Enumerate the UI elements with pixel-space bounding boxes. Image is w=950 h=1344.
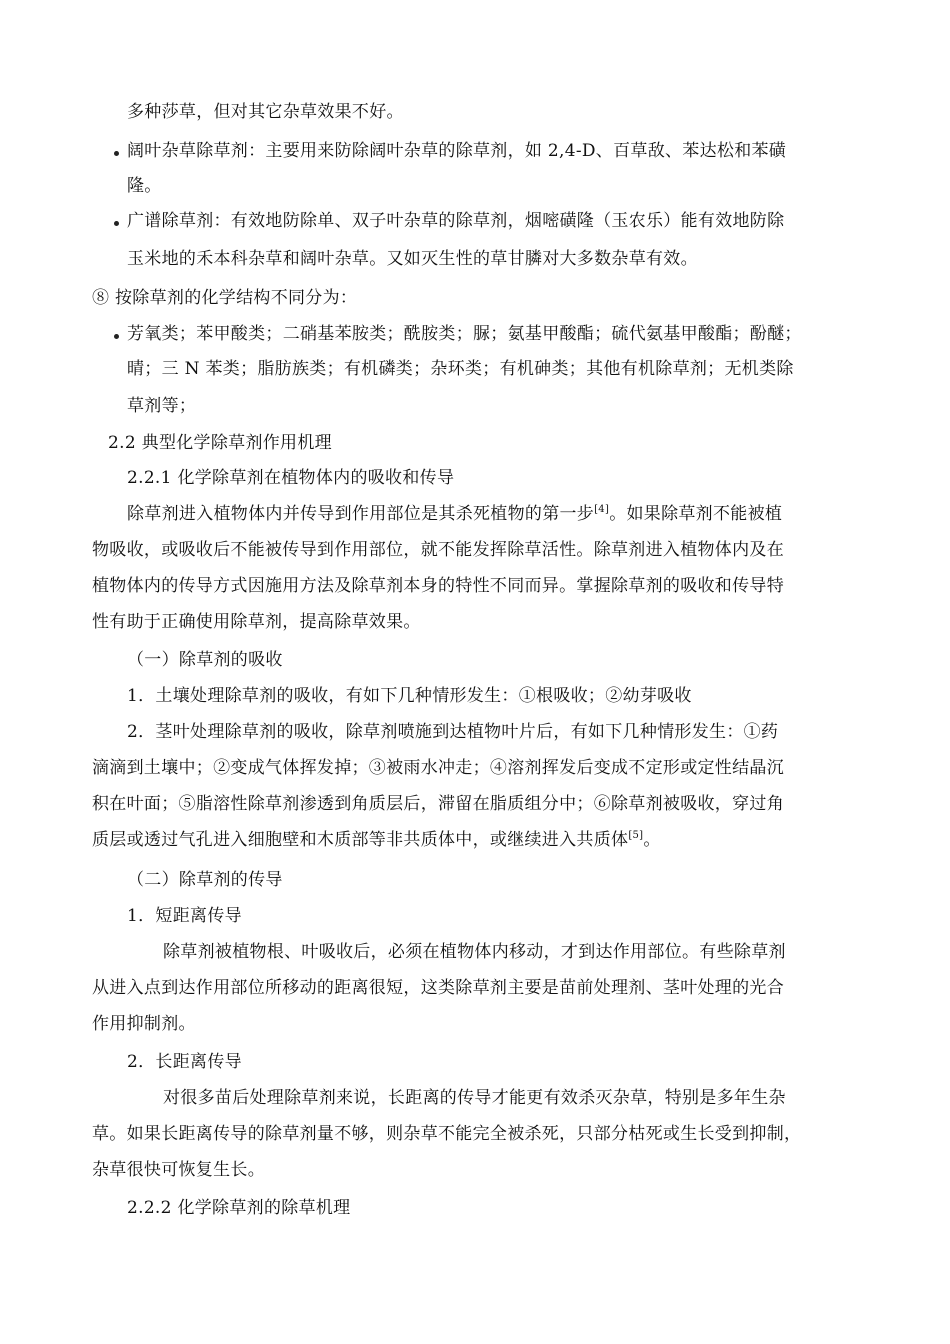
text-line: 作用抑制剂。 [92,1014,196,1034]
text-line: 物吸收，或吸收后不能被传导到作用部位，就不能发挥除草活性。除草剂进入植物体内及在 [92,540,784,560]
text-line: 1．短距离传导 [127,906,242,926]
text-line [127,503,782,525]
text-line: 从进入点到达作用部位所移动的距离很短，这类除草剂主要是苗前处理剂、茎叶处理的光合 [92,978,784,998]
bullet-icon [114,151,119,156]
text-line: 广谱除草剂：有效地防除单、双子叶杂草的除草剂，烟嘧磺隆（玉农乐）能有效地防除 [127,211,785,231]
text-line: 除草剂被植物根、叶吸收后，必须在植物体内移动，才到达作用部位。有些除草剂 [163,942,786,962]
text-fragment: 。 [643,830,661,850]
subsection-heading: 2.2.1 化学除草剂在植物体内的吸收和传导 [127,468,455,488]
text-line: 2．茎叶处理除草剂的吸收，除草剂喷施到达植物叶片后，有如下几种情形发生：①药 [127,722,779,742]
bullet-icon [114,334,119,339]
citation-ref: [4] [594,504,610,515]
text-line: 杂草很快可恢复生长。 [92,1160,265,1180]
subheading: （二）除草剂的传导 [127,870,283,890]
text-fragment: 除草剂进入植物体内并传导到作用部位是其杀死植物的第一步 [127,504,595,524]
text-line: 积在叶面；⑤脂溶性除草剂渗透到角质层后，滞留在脂质组分中；⑥除草剂被吸收，穿过角 [92,794,784,814]
text-line: 草。如果长距离传导的除草剂量不够，则杂草不能完全被杀死，只部分枯死或生长受到抑制， [92,1124,802,1144]
bullet-icon [114,221,119,226]
section-heading: 2.2 典型化学除草剂作用机理 [108,433,332,453]
text-line: 玉米地的禾本科杂草和阔叶杂草。又如灭生性的草甘膦对大多数杂草有效。 [127,249,698,269]
text-line: 滴滴到土壤中；②变成气体挥发掉；③被雨水冲走；④溶剂挥发后变成不定形或定性结晶沉 [92,758,784,778]
text-line: 隆。 [127,176,162,196]
text-line [92,829,661,851]
text-line: 植物体内的传导方式因施用方法及除草剂本身的特性不同而异。掌握除草剂的吸收和传导特 [92,576,784,596]
text-line: 阔叶杂草除草剂：主要用来防除阔叶杂草的除草剂，如 2,4-D、百草敌、苯达松和苯磺 [127,141,787,161]
text-line: 多种莎草，但对其它杂草效果不好。 [127,102,404,122]
subsection-heading: 2.2.2 化学除草剂的除草机理 [127,1198,351,1218]
text-line: 对很多苗后处理除草剂来说，长距离的传导才能更有效杀灭杂草，特别是多年生杂 [163,1088,786,1108]
section-item-heading: ⑧ 按除草剂的化学结构不同分为： [92,288,358,308]
text-line: 1．土壤处理除草剂的吸收，有如下几种情形发生：①根吸收；②幼芽吸收 [127,686,692,706]
text-line: 晴；三 N 苯类；脂肪族类；有机磷类；杂环类；有机砷类；其他有机除草剂；无机类除 [127,359,794,379]
text-line: 芳氧类；苯甲酸类；二硝基苯胺类；酰胺类；脲；氨基甲酸酯；硫代氨基甲酸酯；酚醚； [127,324,802,344]
text-fragment: 。如果除草剂不能被植 [609,504,783,524]
text-line: 草剂等； [127,396,197,416]
text-line: 2．长距离传导 [127,1052,242,1072]
text-fragment: 质层或透过气孔进入细胞壁和木质部等非共质体中，或继续进入共质体 [92,830,629,850]
text-line: 性有助于正确使用除草剂，提高除草效果。 [92,612,421,632]
subheading: （一）除草剂的吸收 [127,650,283,670]
citation-ref: [5] [628,830,644,841]
